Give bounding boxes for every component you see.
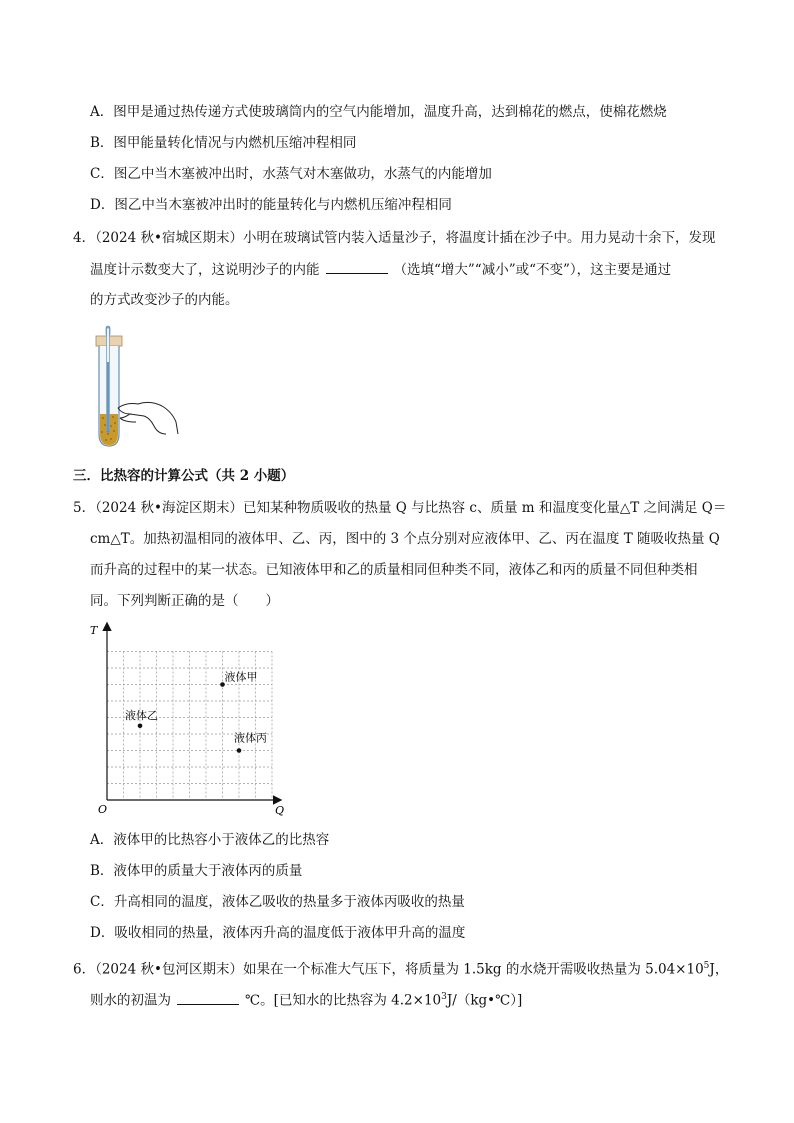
x-axis-label: Q (275, 804, 285, 817)
thermometer-liquid (107, 362, 108, 432)
q4-line2 (90, 259, 671, 280)
q6-line1-a: 6．（2024 秋•包河区期末）如果在一个标准大气压下，将质量为 1.5kg 的水烧开需吸收热量为 5.04×10 (73, 961, 704, 978)
data-point (237, 748, 242, 753)
test-tube-illustration (84, 322, 184, 450)
data-point (138, 723, 143, 728)
data-point-label: 液体丙 (234, 731, 267, 745)
q6-line2-c: J/（kg•℃）] (446, 992, 523, 1009)
q3-option-a: A．图甲是通过热传递方式使玻璃筒内的空气内能增加，温度升高，达到棉花的燃点，使棉花燃烧 (90, 104, 667, 120)
q6-line2 (90, 987, 522, 1011)
q4-line2-a: 温度计示数变大了，这说明沙子的内能 (90, 262, 320, 278)
q6-answer-blank (177, 990, 239, 1005)
data-point-label: 液体乙 (125, 708, 158, 722)
q6-line2-a: 则水的初温为 (90, 992, 171, 1009)
hand-outline (118, 402, 178, 434)
section-3-heading: 三．比热容的计算公式（共 2 小题） (73, 468, 295, 484)
q3-option-d: D．图乙中当木塞被冲出时的能量转化与内燃机压缩冲程相同 (90, 197, 452, 213)
q5-option-d: D．吸收相同的热量，液体丙升高的温度低于液体甲升高的温度 (90, 925, 466, 941)
q6-line2-b: ℃。[已知水的比热容为 4.2×10 (245, 992, 442, 1009)
q4-line2-b: （选填“增大”“减小”或“不变”），这主要是通过 (393, 262, 672, 278)
q6-line1-sup: 5 (703, 961, 710, 971)
q4-line1: 4．（2024 秋•宿城区期末）小明在玻璃试管内装入适量沙子，将温度计插在沙子中。用力晃动十余下，发现 (73, 230, 716, 246)
q4-answer-blank (326, 259, 388, 274)
graph-points (125, 670, 267, 753)
q6-line1-b: J， (709, 961, 729, 978)
y-axis-label: T (90, 624, 98, 637)
q6-line2-sup: 3 (441, 992, 447, 1002)
t-q-graph (82, 618, 297, 818)
q5-line2: cm△T。加热初温相同的液体甲、乙、丙，图中的 3 个点分别对应液体甲、乙、丙在温度 T 随吸收热量 Q (90, 531, 720, 547)
q5-option-a: A．液体甲的比热容小于液体乙的比热容 (90, 832, 330, 848)
q3-option-c: C．图乙中当木塞被冲出时，水蒸气对木塞做功，水蒸气的内能增加 (90, 166, 492, 182)
q3-option-b: B．图甲能量转化情况与内燃机压缩冲程相同 (90, 135, 357, 151)
q5-option-b: B．液体甲的质量大于液体丙的质量 (90, 863, 303, 879)
q5-option-c: C．升高相同的温度，液体乙吸收的热量多于液体丙吸收的热量 (90, 894, 465, 910)
q5-line4: 同。下列判断正确的是（ ） (90, 593, 279, 609)
q5-line3: 而升高的过程中的某一状态。已知液体甲和乙的质量相同但种类不同，液体乙和丙的质量不同但种类相 (90, 562, 698, 578)
q4-line3: 的方式改变沙子的内能。 (90, 292, 239, 308)
q5-line1: 5．（2024 秋•海淀区期末）已知某种物质吸收的热量 Q 与比热容 c、质量 m 和温度变化量△T 之间满足 Q＝ (73, 500, 727, 516)
data-point-label: 液体甲 (224, 670, 258, 684)
q6-line1 (73, 956, 728, 980)
origin-label: O (98, 803, 108, 816)
